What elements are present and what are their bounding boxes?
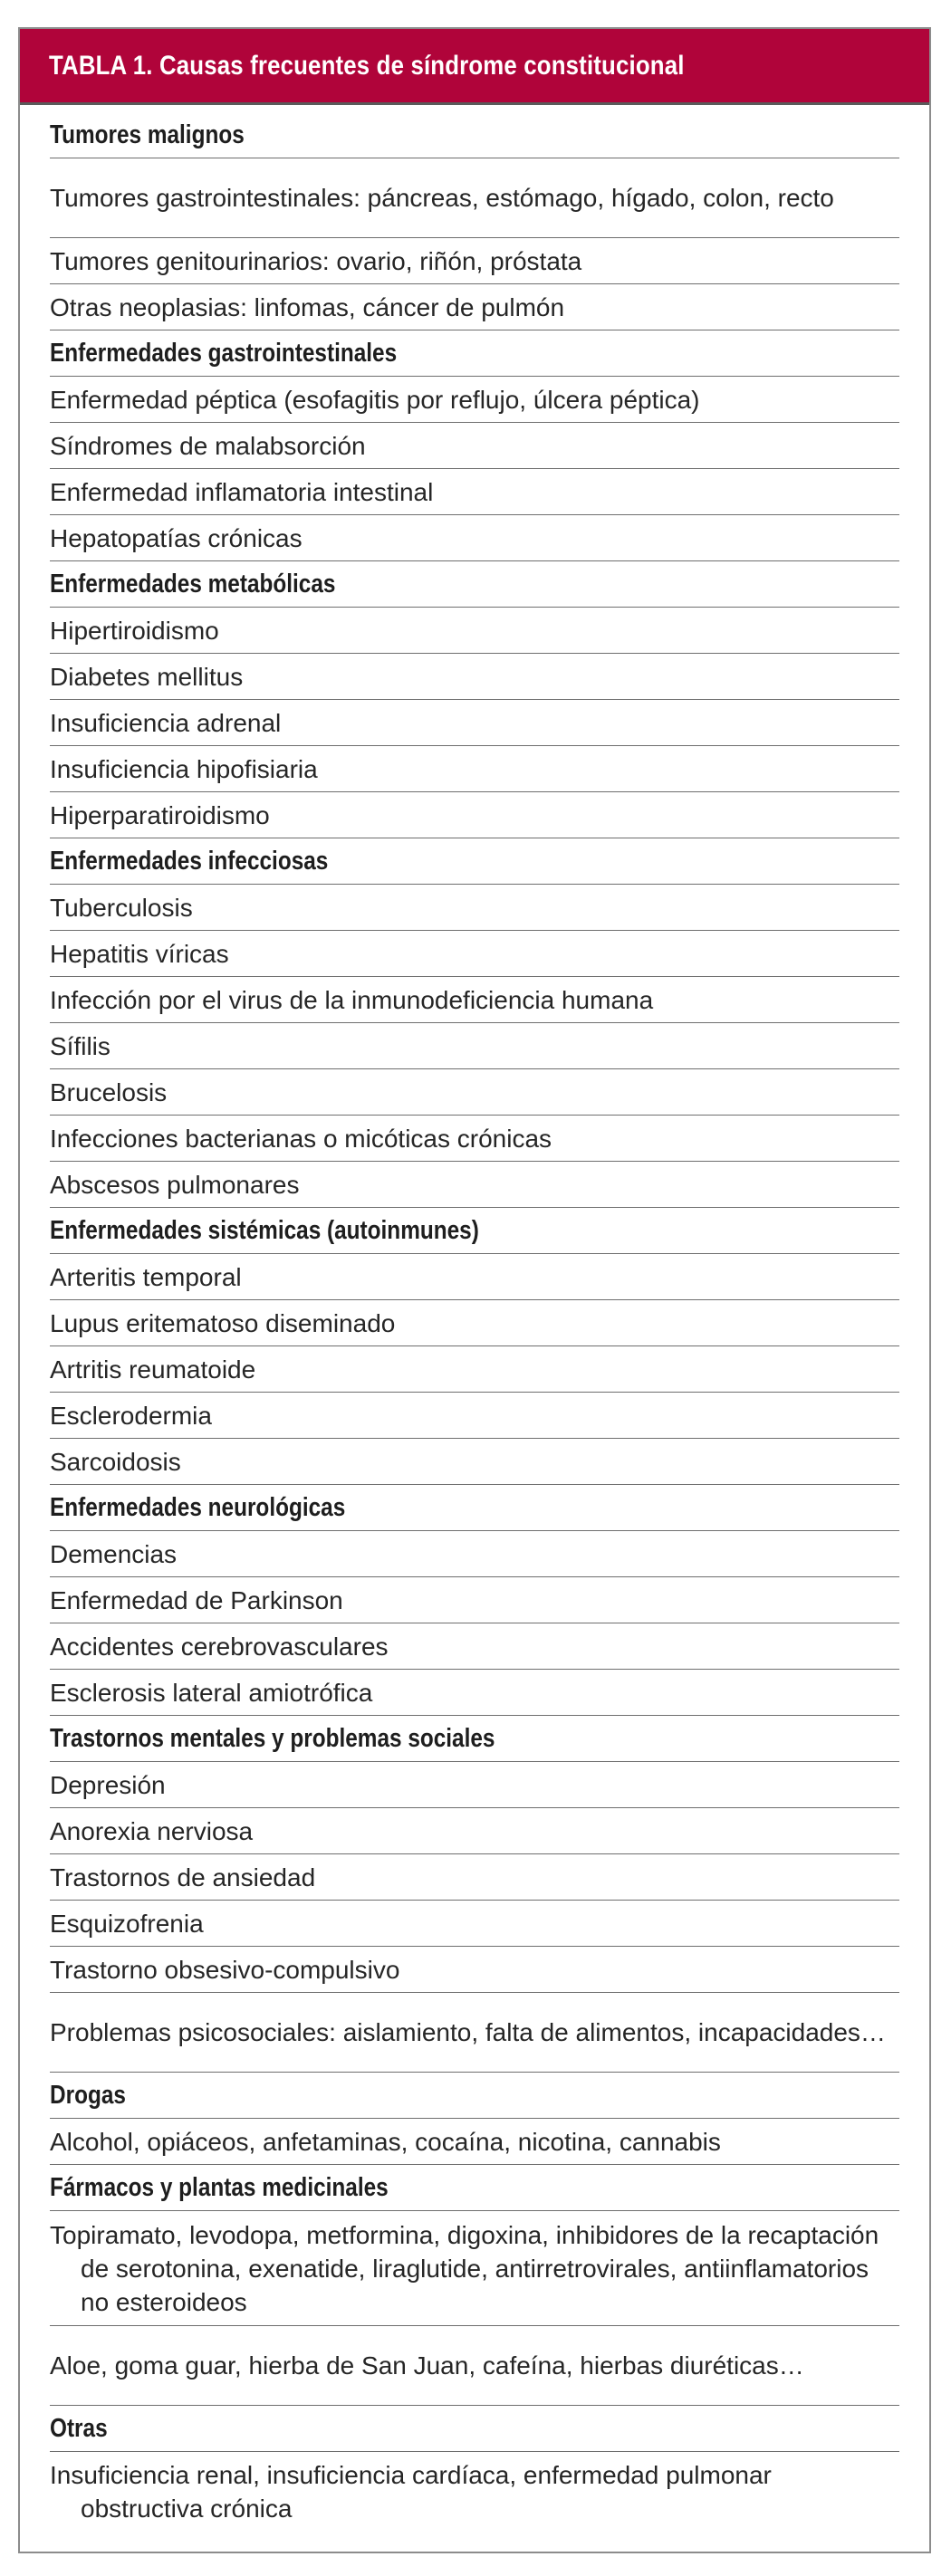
- row-text: Artritis reumatoide: [50, 1355, 256, 1384]
- table-header: [20, 29, 929, 105]
- row-text: Trastornos de ansiedad: [50, 1863, 316, 1891]
- row-text: Infecciones bacterianas o micóticas crónicas: [50, 1124, 552, 1153]
- row-text: Problemas psicosociales: aislamiento, falta de alimentos, incapacidades…: [50, 2018, 886, 2046]
- row-text: Tumores gastrointestinales: páncreas, estómago, hígado, colon, recto: [50, 184, 834, 212]
- table-row: [50, 1762, 899, 1808]
- table-row: [50, 1300, 899, 1346]
- table-row: [50, 238, 899, 284]
- row-text: Brucelosis: [50, 1077, 168, 1106]
- row-text: Hipertiroidismo: [50, 616, 219, 645]
- row-text: Alcohol, opiáceos, anfetaminas, cocaína, nicotina, cannabis: [50, 2127, 721, 2156]
- section-heading: Enfermedades gastrointestinales: [50, 338, 398, 368]
- row-text: Insuficiencia hipofisiaria: [50, 754, 318, 783]
- table-row: [50, 1069, 899, 1116]
- row-text: Enfermedad de Parkinson: [50, 1585, 343, 1614]
- row-text: Esclerodermia: [50, 1401, 212, 1430]
- row-text: Abscesos pulmonares: [50, 1170, 300, 1199]
- row-text: Depresión: [50, 1770, 166, 1799]
- row-text: Anorexia nerviosa: [50, 1816, 254, 1845]
- table-row: [50, 1393, 899, 1439]
- causes-table: [18, 27, 931, 2553]
- table-row: [50, 469, 899, 515]
- row-text: Arteritis temporal: [50, 1262, 242, 1291]
- section-heading: Trastornos mentales y problemas sociales: [50, 1723, 495, 1753]
- row-text: Demencias: [50, 1539, 178, 1568]
- section-heading: Enfermedades sistémicas (autoinmunes): [50, 1215, 479, 1245]
- row-text: Síndromes de malabsorción: [50, 431, 366, 460]
- table-row: [50, 377, 899, 423]
- table-row: [50, 2452, 899, 2532]
- table-row: [50, 1162, 899, 1208]
- section-heading-row: [50, 561, 899, 608]
- row-text: Insuficiencia adrenal: [50, 708, 282, 737]
- section-heading-row: [50, 1485, 899, 1531]
- table-row: [50, 1116, 899, 1162]
- table-title: TABLA 1. Causas frecuentes de síndrome constitucional: [49, 50, 685, 81]
- table-row: [50, 2119, 899, 2165]
- row-text: Esclerosis lateral amiotrófica: [50, 1678, 373, 1707]
- row-text: Otras neoplasias: linfomas, cáncer de pulmón: [50, 292, 565, 321]
- table-row: [50, 158, 899, 238]
- section-heading-row: [50, 838, 899, 885]
- section-heading: Tumores malignos: [50, 120, 245, 149]
- row-text: Esquizofrenia: [50, 1909, 204, 1938]
- section-heading: Enfermedades neurológicas: [50, 1492, 346, 1522]
- row-text: Topiramato, levodopa, metformina, digoxina, inhibidores de la recaptación de serotonina, exenatide, liraglutide, antirretrovirales, antiinflamatorios no esteroideos: [50, 2220, 879, 2316]
- table-row: [50, 1854, 899, 1901]
- table-row: [50, 284, 899, 330]
- table-row: [50, 1670, 899, 1716]
- table-row: [50, 885, 899, 931]
- section-heading-row: [50, 330, 899, 377]
- table-row: [50, 1439, 899, 1485]
- table-row: [50, 1993, 899, 2073]
- table-row: [50, 654, 899, 700]
- row-text: Insuficiencia renal, insuficiencia cardíaca, enfermedad pulmonar obstructiva crónica: [50, 2461, 772, 2523]
- table-row: [50, 931, 899, 977]
- table-row: [50, 1947, 899, 1993]
- row-text: Hepatitis víricas: [50, 939, 229, 968]
- section-heading: Fármacos y plantas medicinales: [50, 2172, 389, 2202]
- row-text: Hiperparatiroidismo: [50, 800, 270, 829]
- table-row: [50, 1901, 899, 1947]
- section-heading-row: [50, 112, 899, 158]
- table-row: [50, 1531, 899, 1577]
- table-row: [50, 1254, 899, 1300]
- table-row: [50, 746, 899, 792]
- section-heading-row: [50, 2073, 899, 2119]
- table-row: [50, 1023, 899, 1069]
- table-row: [50, 423, 899, 469]
- table-row: [50, 2211, 899, 2326]
- row-text: Diabetes mellitus: [50, 662, 244, 691]
- section-heading: Otras: [50, 2413, 108, 2443]
- table-row: [50, 1577, 899, 1623]
- section-heading: Enfermedades infecciosas: [50, 846, 329, 876]
- row-text: Hepatopatías crónicas: [50, 523, 303, 552]
- row-text: Trastorno obsesivo-compulsivo: [50, 1955, 400, 1984]
- section-heading: Enfermedades metabólicas: [50, 569, 336, 599]
- table-row: [50, 515, 899, 561]
- table-row: [50, 1623, 899, 1670]
- row-text: Aloe, goma guar, hierba de San Juan, cafeína, hierbas diuréticas…: [50, 2351, 804, 2380]
- section-heading: Drogas: [50, 2080, 126, 2110]
- table-body: [20, 105, 929, 2532]
- table-row: [50, 792, 899, 838]
- row-text: Enfermedad inflamatoria intestinal: [50, 477, 434, 506]
- row-text: Lupus eritematoso diseminado: [50, 1308, 396, 1337]
- row-text: Enfermedad péptica (esofagitis por reflujo, úlcera péptica): [50, 385, 700, 414]
- section-heading-row: [50, 2165, 899, 2211]
- table-row: [50, 1346, 899, 1393]
- table-row: [50, 977, 899, 1023]
- row-text: Tumores genitourinarios: ovario, riñón, próstata: [50, 246, 582, 275]
- row-text: Sífilis: [50, 1031, 110, 1060]
- section-heading-row: [50, 1208, 899, 1254]
- table-row: [50, 608, 899, 654]
- row-text: Accidentes cerebrovasculares: [50, 1632, 389, 1661]
- row-text: Sarcoidosis: [50, 1447, 181, 1476]
- section-heading-row: [50, 1716, 899, 1762]
- table-row: [50, 1808, 899, 1854]
- table-row: [50, 2326, 899, 2406]
- section-heading-row: [50, 2406, 899, 2452]
- table-row: [50, 700, 899, 746]
- row-text: Infección por el virus de la inmunodeficiencia humana: [50, 985, 654, 1014]
- row-text: Tuberculosis: [50, 893, 193, 922]
